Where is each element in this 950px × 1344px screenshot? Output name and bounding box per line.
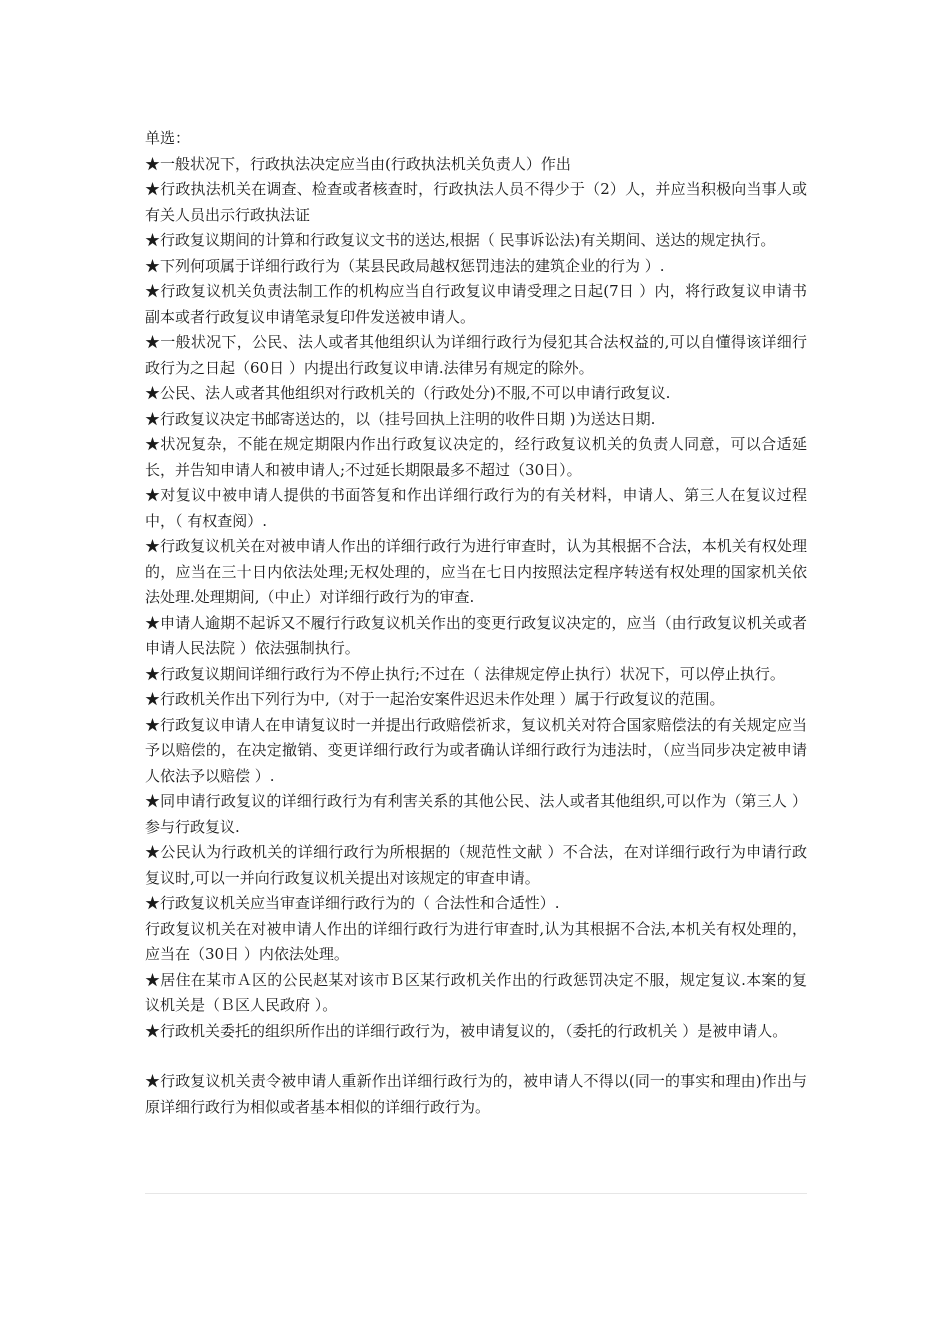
question-item-16: ★同申请行政复议的详细行政行为有利害关系的其他公民、法人或者其他组织,可以作为（第三人 ）参与行政复议. [145,792,807,836]
divider-line [145,1193,807,1194]
question-item-18: ★行政复议机关应当审查详细行政行为的（ 合法性和合适性）. [145,894,560,912]
question-item-7: ★公民、法人或者其他组织对行政机关的（行政处分)不服,不可以申请行政复议. [145,384,671,402]
question-item-21: ★行政机关委托的组织所作出的详细行政行为，被申请复议的，（委托的行政机关 ）是被申请人。 [145,1021,788,1040]
question-item-5: ★行政复议机关负责法制工作的机构应当自行政复议申请受理之日起(7日 ）内，将行政复议申请书副本或者行政复议申请笔录复印件发送被申请人。 [145,282,807,326]
document-body [145,126,807,1120]
question-item-13: ★行政复议期间详细行政行为不停止执行;不过在（ 法律规定停止执行）状况下，可以停止执行。 [145,664,785,683]
question-item-3: ★行政复议期间的计算和行政复议文书的送达,根据（ 民事诉讼法)有关期间、送达的规定执行。 [145,231,776,249]
question-item-14: ★行政机关作出下列行为中,（对于一起治安案件迟迟未作处理 ）属于行政复议的范围。 [145,690,725,708]
question-item-4: ★下列何项属于详细行政行为（某县民政局越权惩罚违法的建筑企业的行为 ）. [145,256,665,275]
question-item-6: ★一般状况下，公民、法人或者其他组织认为详细行政行为侵犯其合法权益的,可以自懂得该详细行政行为之日起（60日 ）内提出行政复议申请.法律另有规定的除外。 [145,333,807,377]
question-item-12: ★申请人逾期不起诉又不履行行政复议机关作出的变更行政复议决定的，应当（由行政复议机关或者申请人民法院 ）依法强制执行。 [145,613,807,657]
question-item-19: 行政复议机关在对被申请人作出的详细行政行为进行审查时,认为其根据不合法,本机关有权处理的，应当在（30日 ）内依法处理。 [145,919,807,963]
section-heading: 单选： [145,129,191,147]
question-item-9: ★状况复杂，不能在规定期限内作出行政复议决定的，经行政复议机关的负责人同意，可以合适延长，并告知申请人和被申请人;不过延长期限最多不超过（30日）。 [145,435,807,479]
question-item-1: ★一般状况下，行政执法决定应当由(行政执法机关负责人）作出 [145,154,571,173]
question-item-10: ★对复议中被申请人提供的书面答复和作出详细行政行为的有关材料，申请人、第三人在复议过程中，（ 有权查阅）. [145,486,807,530]
question-item-2: ★行政执法机关在调查、检查或者核查时，行政执法人员不得少于（2）人，并应当积极向当事人或有关人员出示行政执法证 [145,180,807,224]
question-item-20: ★居住在某市Ａ区的公民赵某对该市Ｂ区某行政机关作出的行政惩罚决定不服，规定复议.本案的复议机关是（Ｂ区人民政府 ）。 [145,970,807,1014]
question-item-11: ★行政复议机关在对被申请人作出的详细行政行为进行审查时，认为其根据不合法，本机关有权处理的，应当在三十日内依法处理;无权处理的，应当在七日内按照法定程序转送有权处理的国家机关依法处理.处理期间,（中止）对详细行政行为的审查. [145,537,807,606]
paragraph-gap [145,1044,807,1069]
question-item-17: ★公民认为行政机关的详细行政行为所根据的（规范性文献 ）不合法，在对详细行政行为申请行政复议时,可以一并向行政复议机关提出对该规定的审查申请。 [145,843,807,887]
question-item-22: ★行政复议机关责令被申请人重新作出详细行政行为的，被申请人不得以(同一的事实和理由)作出与原详细行政行为相似或者基本相似的详细行政行为。 [145,1072,807,1116]
question-item-8: ★行政复议决定书邮寄送达的，以（挂号回执上注明的收件日期 )为送达日期. [145,409,656,428]
question-item-15: ★行政复议申请人在申请复议时一并提出行政赔偿祈求，复议机关对符合国家赔偿法的有关规定应当予以赔偿的，在决定撤销、变更详细行政行为或者确认详细行政行为违法时，（应当同步决定被申请人依法予以赔偿 ）. [145,715,807,785]
